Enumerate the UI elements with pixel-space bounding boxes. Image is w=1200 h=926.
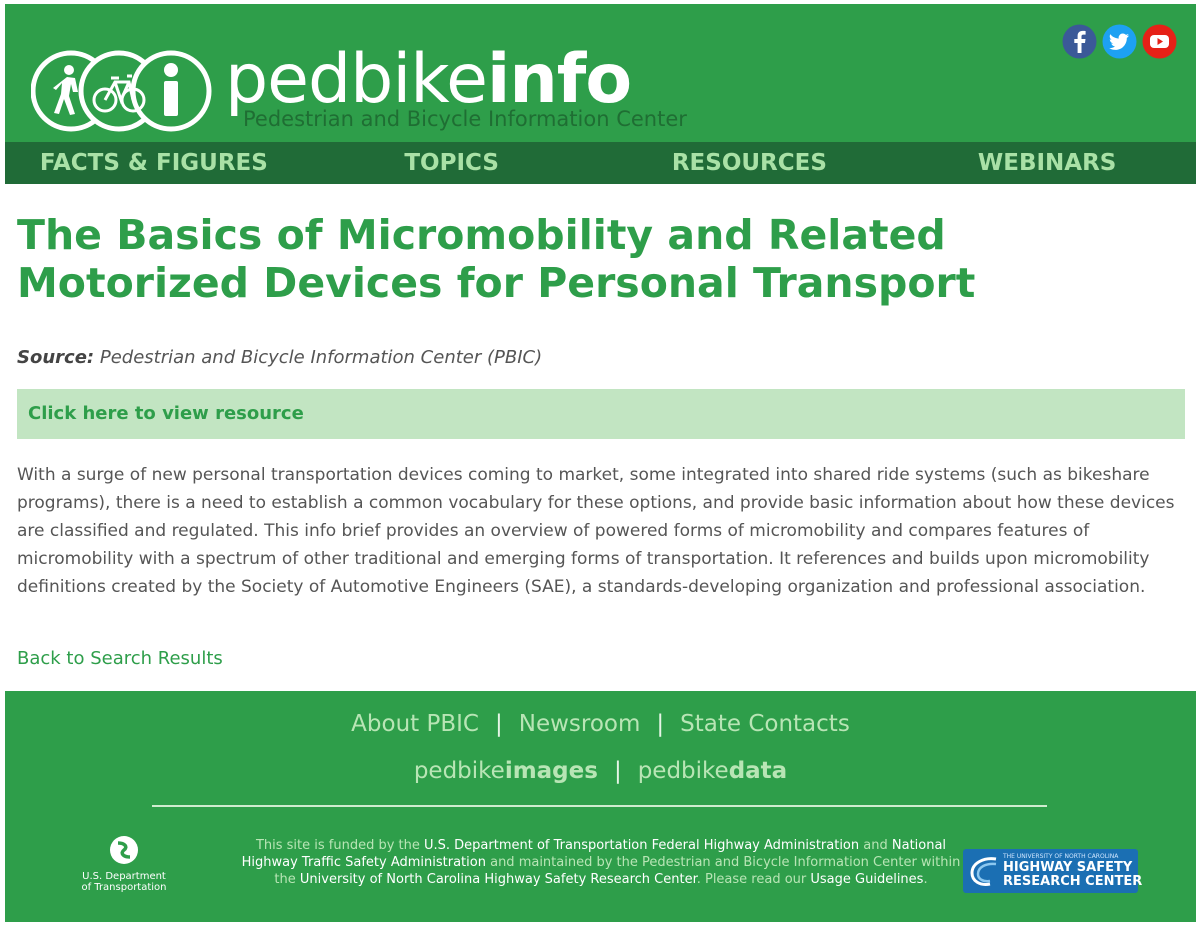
fhwa-link[interactable]: U.S. Department of Transportation Federal Highway Administration: [424, 838, 860, 853]
usdot-logo-text: U.S. Department of Transportation: [81, 871, 167, 893]
page: [5, 4, 1196, 922]
resource-description: With a surge of new personal transportation devices coming to market, some integrated into shared ride systems (such as bikeshare programs), there is a need to establish a common vocabulary for these options, and provide basic information about how these devices are classified and regulated. This info brief provides an overview of powered forms of micromobility and compares features of micromobility with a spectrum of other traditional and emerging forms of transportation. It references and builds upon micromobility definitions created by the Society of Automotive Engineers (SAE), a standards-developing organization and professional association.: [17, 465, 1175, 597]
site-footer: [5, 691, 1196, 922]
page-title: The Basics of Micromobility and Related Motorized Devices for Personal Transport: [17, 211, 976, 307]
usage-guidelines-link[interactable]: Usage Guidelines: [810, 872, 924, 887]
nav-topics[interactable]: TOPICS: [404, 150, 499, 176]
usdot-emblem-icon: [109, 835, 139, 865]
view-resource-banner: [17, 389, 1185, 439]
footer-links-secondary: [5, 758, 1196, 784]
site-logo[interactable]: [31, 42, 731, 134]
unc-hsrc-link[interactable]: University of North Carolina Highway Safety Research Center: [299, 872, 697, 887]
source-label: Source:: [17, 347, 95, 368]
nav-resources[interactable]: RESOURCES: [671, 150, 827, 176]
nav-webinars[interactable]: WEBINARS: [977, 150, 1117, 176]
site-header: [5, 4, 1196, 142]
youtube-icon[interactable]: [1142, 24, 1177, 59]
footer-link-state-contacts[interactable]: State Contacts: [680, 711, 850, 737]
footer-links-primary: [5, 711, 1196, 737]
footer-separator: |: [656, 711, 665, 737]
logo-wordmark: pedbikeinfo: [225, 40, 632, 119]
twitter-icon[interactable]: [1102, 24, 1137, 59]
usdot-logo[interactable]: [79, 835, 169, 899]
logo-circles-icon: [31, 48, 221, 134]
hsrc-name-text: HIGHWAY SAFETY RESEARCH CENTER: [1003, 860, 1143, 889]
hsrc-swoosh-icon: [966, 853, 1002, 889]
hsrc-university-text: THE UNIVERSITY OF NORTH CAROLINA: [1003, 853, 1119, 860]
footer-link-about[interactable]: About PBIC: [351, 711, 479, 737]
nav-facts-figures[interactable]: FACTS & FIGURES: [39, 150, 268, 176]
source-line: [17, 347, 542, 368]
footer-separator: |: [613, 758, 622, 784]
back-to-search-link[interactable]: Back to Search Results: [17, 648, 223, 669]
footer-link-pedbikedata[interactable]: pedbikedata: [637, 758, 788, 784]
nhtsa-link[interactable]: National Highway Traffic Safety Administration: [241, 838, 947, 870]
hsrc-logo[interactable]: [963, 849, 1143, 893]
footer-link-pedbikeimages[interactable]: pedbikeimages: [413, 758, 598, 784]
facebook-icon[interactable]: [1062, 24, 1097, 59]
main-nav: [5, 142, 1196, 184]
footer-link-newsroom[interactable]: Newsroom: [518, 711, 641, 737]
source-value: Pedestrian and Bicycle Information Center (PBIC): [99, 347, 543, 368]
footer-separator: |: [494, 711, 503, 737]
footer-funding-note: This site is funded by the U.S. Department of Transportation Federal Highway Administration and National Highway Traffic Safety Administration and maintained by the Pedestrian and Bicycle Information Center within the University of North Carolina Highway Safety Research Center. Please read our Usage Guidelines.: [241, 838, 961, 887]
view-resource-link[interactable]: Click here to view resource: [28, 403, 304, 424]
logo-subtitle: Pedestrian and Bicycle Information Center: [243, 107, 687, 131]
footer-divider: [152, 805, 1047, 807]
